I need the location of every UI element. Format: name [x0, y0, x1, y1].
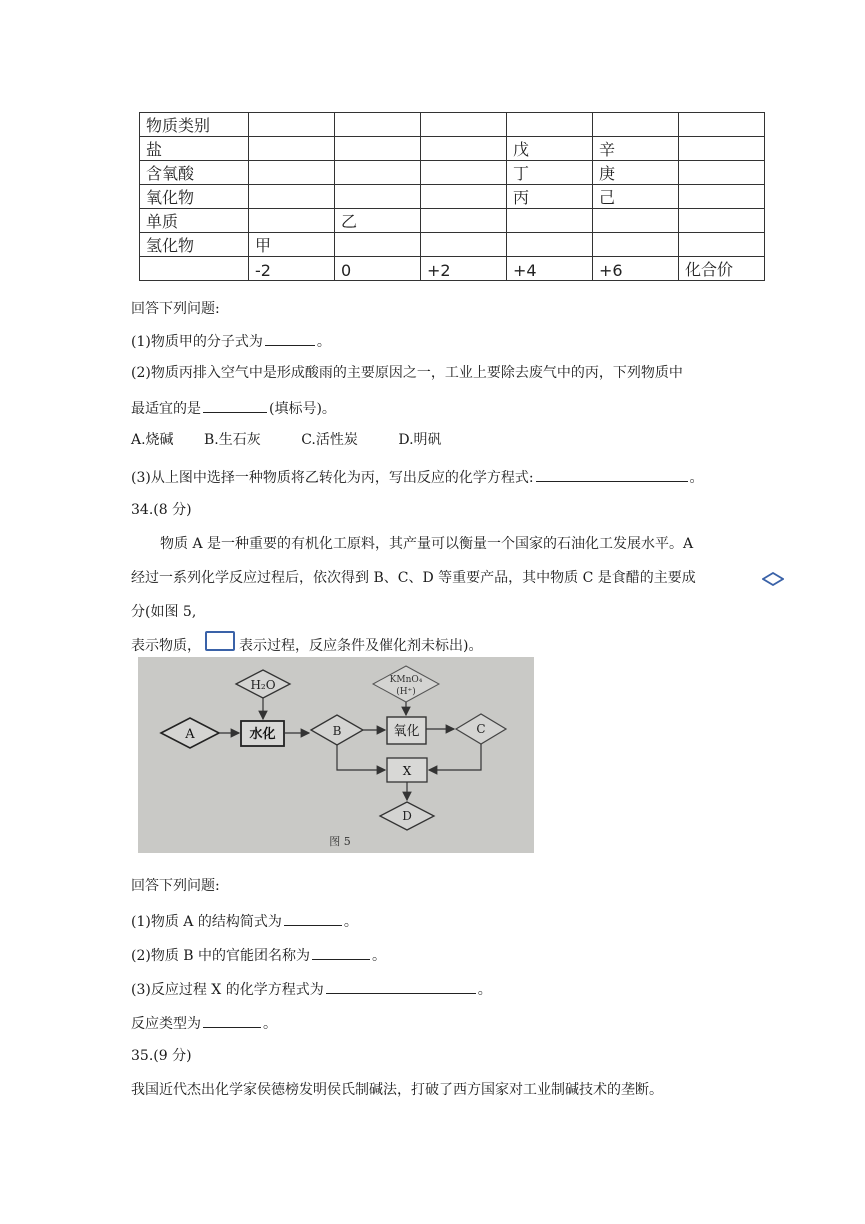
- svg-text:H₂O: H₂O: [250, 678, 276, 692]
- process-legend-box: [205, 631, 235, 651]
- question-2-line2: 最适宜的是 (填标号)。: [131, 398, 336, 418]
- option-a: A.烧碱: [131, 432, 174, 448]
- h2o-diamond: [236, 670, 290, 698]
- table-cell: [679, 113, 765, 137]
- table-cell: [335, 113, 421, 137]
- table-cell: 辛: [593, 137, 679, 161]
- table-cell: [421, 209, 507, 233]
- svg-text:B: B: [332, 724, 342, 738]
- valence-category-table: [139, 112, 765, 281]
- table-cell: [249, 209, 335, 233]
- table-row: [140, 185, 765, 209]
- answer-blank[interactable]: [203, 398, 267, 413]
- svg-text:A: A: [185, 727, 195, 742]
- table-row: [140, 209, 765, 233]
- question-34-2: (2)物质 B 中的官能团名称为 。: [131, 945, 386, 965]
- table-cell: 庚: [593, 161, 679, 185]
- row-label: 氧化物: [140, 185, 249, 209]
- table-row: [140, 113, 765, 137]
- node-c-diamond: [456, 714, 506, 744]
- answer-blank[interactable]: [203, 1013, 261, 1028]
- answer-blank[interactable]: [284, 911, 342, 926]
- row-label: [140, 257, 249, 281]
- question-34-heading: 34.(8 分): [131, 502, 192, 518]
- node-d-diamond: [380, 802, 434, 830]
- table-cell: 甲: [249, 233, 335, 257]
- table-cell: [421, 113, 507, 137]
- question-34-para-line4a: 表示物质，: [131, 638, 201, 654]
- answer-blank[interactable]: [536, 467, 688, 482]
- question-2-line1: (2)物质丙排入空气中是形成酸雨的主要原因之一，工业上要除去废气中的丙，下列物质中: [131, 365, 683, 381]
- row-label: 单质: [140, 209, 249, 233]
- x-process-box: [387, 758, 427, 782]
- figure-5-photo: [138, 657, 534, 853]
- question-3: (3)从上图中选择一种物质将乙转化为丙，写出反应的化学方程式: 。: [131, 467, 704, 487]
- table-cell: [593, 113, 679, 137]
- svg-text:D: D: [402, 809, 412, 823]
- question-34-4: 反应类型为 。: [131, 1013, 277, 1033]
- table-cell: [507, 209, 593, 233]
- table-cell: 0: [335, 257, 421, 281]
- table-cell: [421, 185, 507, 209]
- table-cell: [507, 113, 593, 137]
- table-row: [140, 233, 765, 257]
- table-cell: [249, 185, 335, 209]
- question-2-options: [131, 431, 442, 449]
- table-row: [140, 161, 765, 185]
- answer-blank[interactable]: [312, 945, 370, 960]
- question-34-para-line4b: 表示过程，反应条件及催化剂未标出)。: [239, 638, 483, 654]
- table-cell: [679, 137, 765, 161]
- table-cell: [249, 137, 335, 161]
- table-cell: [335, 137, 421, 161]
- question-34-para-line2: 经过一系列化学反应过程后，依次得到 B、C、D 等重要产品，其中物质 C 是食醋的主要成: [131, 570, 696, 586]
- table-cell: [679, 185, 765, 209]
- question-34-3: (3)反应过程 X 的化学方程式为 。: [131, 979, 492, 999]
- oxidation-process-box: [387, 717, 426, 744]
- table-row: [140, 257, 765, 281]
- table-cell: 己: [593, 185, 679, 209]
- row-label: 盐: [140, 137, 249, 161]
- svg-text:水化: 水化: [249, 727, 276, 742]
- question-34-1: (1)物质 A 的结构简式为 。: [131, 911, 358, 931]
- table-cell: +6: [593, 257, 679, 281]
- option-b: B.生石灰: [204, 432, 261, 448]
- diamond-icon: [762, 572, 784, 586]
- svg-text:KMnO₄: KMnO₄: [389, 675, 423, 685]
- question-1-text: (1)物质甲的分子式为: [131, 334, 263, 350]
- table-cell: [679, 233, 765, 257]
- table-cell: 化合价: [679, 257, 765, 281]
- answer-prompt-2: 回答下列问题:: [131, 878, 220, 894]
- table-cell: [593, 233, 679, 257]
- row-label: 物质类别: [140, 113, 249, 137]
- option-d: D.明矾: [398, 432, 442, 448]
- question-1: (1)物质甲的分子式为 。: [131, 331, 331, 351]
- question-35-para: 我国近代杰出化学家侯德榜发明侯氏制碱法，打破了西方国家对工业制碱技术的垄断。: [131, 1082, 663, 1098]
- node-b-diamond: [311, 715, 363, 745]
- table-row: [140, 137, 765, 161]
- table-cell: +2: [421, 257, 507, 281]
- table-cell: [249, 161, 335, 185]
- table-cell: [507, 233, 593, 257]
- answer-blank[interactable]: [265, 331, 315, 346]
- table-cell: [679, 209, 765, 233]
- svg-text:(H⁺): (H⁺): [396, 687, 416, 697]
- answer-blank[interactable]: [326, 979, 476, 994]
- table-cell: [679, 161, 765, 185]
- question-35-heading: 35.(9 分): [131, 1048, 192, 1064]
- table-cell: [249, 113, 335, 137]
- table-cell: [335, 233, 421, 257]
- table-cell: [593, 209, 679, 233]
- table-cell: 戊: [507, 137, 593, 161]
- figure-caption: 图 5: [329, 835, 351, 848]
- svg-text:C: C: [476, 722, 486, 736]
- question-34-para-line1: 物质 A 是一种重要的有机化工原料，其产量可以衡量一个国家的石油化工发展水平。A: [160, 536, 694, 552]
- row-label: 氢化物: [140, 233, 249, 257]
- row-label: 含氧酸: [140, 161, 249, 185]
- svg-text:X: X: [402, 764, 412, 778]
- table-cell: [335, 185, 421, 209]
- option-c: C.活性炭: [301, 432, 358, 448]
- table-cell: +4: [507, 257, 593, 281]
- answer-prompt: 回答下列问题:: [131, 301, 220, 317]
- kmno4-diamond: [373, 666, 439, 702]
- table-cell: [421, 161, 507, 185]
- node-a-diamond: [161, 718, 219, 748]
- table-cell: 丁: [507, 161, 593, 185]
- question-34-para-line3: 分(如图 5,: [131, 604, 197, 620]
- table-cell: [335, 161, 421, 185]
- table-cell: -2: [249, 257, 335, 281]
- hydration-process-box: [241, 721, 284, 746]
- svg-text:氧化: 氧化: [393, 724, 420, 739]
- table-cell: [421, 137, 507, 161]
- table-cell: [421, 233, 507, 257]
- table-cell: 乙: [335, 209, 421, 233]
- table-cell: 丙: [507, 185, 593, 209]
